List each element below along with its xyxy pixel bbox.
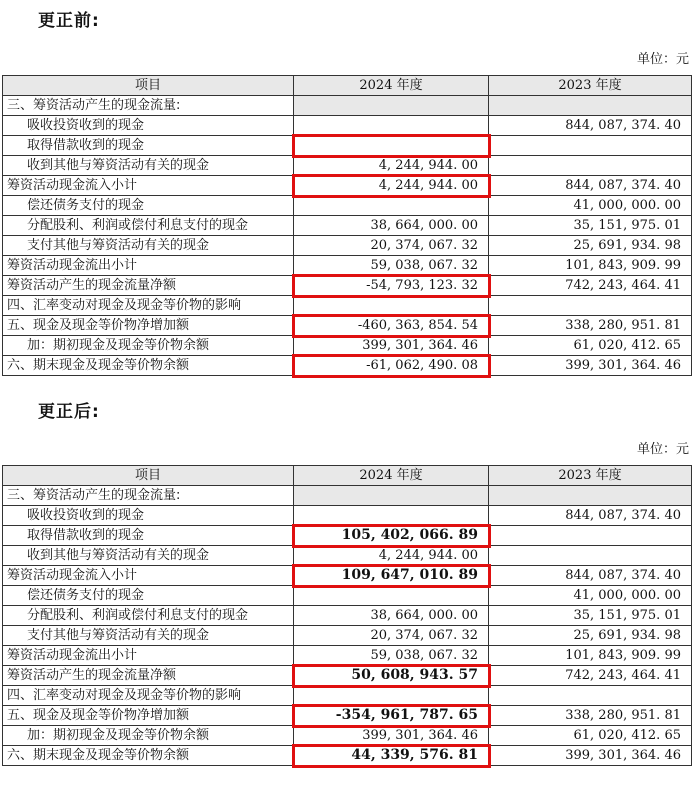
value-2024: 59, 038, 067. 32 bbox=[294, 646, 489, 666]
table-row bbox=[3, 296, 692, 316]
header-item: 项目 bbox=[3, 76, 294, 96]
table-row bbox=[3, 666, 692, 686]
row-label: 取得借款收到的现金 bbox=[3, 136, 294, 156]
row-label: 取得借款收到的现金 bbox=[3, 526, 294, 546]
table-row bbox=[3, 686, 692, 706]
table-row bbox=[3, 336, 692, 356]
table-row bbox=[3, 586, 692, 606]
value-2024: -354, 961, 787. 65 bbox=[294, 706, 489, 726]
table-row bbox=[3, 196, 692, 216]
row-label: 收到其他与筹资活动有关的现金 bbox=[3, 546, 294, 566]
row-label: 三、筹资活动产生的现金流量: bbox=[3, 96, 294, 116]
row-label: 加：期初现金及现金等价物余额 bbox=[3, 336, 294, 356]
table-row bbox=[3, 726, 692, 746]
table-row bbox=[3, 486, 692, 506]
value-2023: 742, 243, 464. 41 bbox=[489, 666, 692, 686]
value-2024: 4, 244, 944. 00 bbox=[294, 176, 489, 196]
value-2024 bbox=[294, 196, 489, 216]
row-label: 筹资活动现金流出小计 bbox=[3, 646, 294, 666]
table-row bbox=[3, 96, 692, 116]
row-label: 三、筹资活动产生的现金流量: bbox=[3, 486, 294, 506]
table-row bbox=[3, 236, 692, 256]
table-row bbox=[3, 626, 692, 646]
value-2024: 20, 374, 067. 32 bbox=[294, 626, 489, 646]
value-2024: 44, 339, 576. 81 bbox=[294, 746, 489, 766]
table-row bbox=[3, 646, 692, 666]
value-2023 bbox=[489, 486, 692, 506]
table-row bbox=[3, 276, 692, 296]
value-2024: 38, 664, 000. 00 bbox=[294, 216, 489, 236]
value-2023: 41, 000, 000. 00 bbox=[489, 586, 692, 606]
table-header-row bbox=[3, 76, 692, 96]
value-2024: 20, 374, 067. 32 bbox=[294, 236, 489, 256]
value-2023 bbox=[489, 296, 692, 316]
value-2023: 35, 151, 975. 01 bbox=[489, 216, 692, 236]
value-2024: -54, 793, 123. 32 bbox=[294, 276, 489, 296]
row-label: 四、汇率变动对现金及现金等价物的影响 bbox=[3, 686, 294, 706]
table-row bbox=[3, 746, 692, 766]
value-2024 bbox=[294, 296, 489, 316]
before-unit-label: 单位：元 bbox=[636, 52, 689, 67]
value-2023: 61, 020, 412. 65 bbox=[489, 726, 692, 746]
value-2023 bbox=[489, 156, 692, 176]
table-row bbox=[3, 356, 692, 376]
value-2023 bbox=[489, 96, 692, 116]
value-2023: 844, 087, 374. 40 bbox=[489, 116, 692, 136]
table-row bbox=[3, 526, 692, 546]
value-2024: 109, 647, 010. 89 bbox=[294, 566, 489, 586]
value-2023: 399, 301, 364. 46 bbox=[489, 356, 692, 376]
row-label: 六、期末现金及现金等价物余额 bbox=[3, 746, 294, 766]
value-2023 bbox=[489, 136, 692, 156]
table-header-row bbox=[3, 466, 692, 486]
table-row bbox=[3, 176, 692, 196]
value-2023: 338, 280, 951. 81 bbox=[489, 706, 692, 726]
row-label: 偿还债务支付的现金 bbox=[3, 196, 294, 216]
value-2024 bbox=[294, 686, 489, 706]
value-2023: 35, 151, 975. 01 bbox=[489, 606, 692, 626]
value-2024: 4, 244, 944. 00 bbox=[294, 156, 489, 176]
value-2023: 41, 000, 000. 00 bbox=[489, 196, 692, 216]
table-row bbox=[3, 606, 692, 626]
row-label: 吸收投资收到的现金 bbox=[3, 116, 294, 136]
table-row bbox=[3, 506, 692, 526]
row-label: 分配股利、利润或偿付利息支付的现金 bbox=[3, 606, 294, 626]
value-2023: 844, 087, 374. 40 bbox=[489, 566, 692, 586]
value-2023: 101, 843, 909. 99 bbox=[489, 256, 692, 276]
row-label: 筹资活动产生的现金流量净额 bbox=[3, 276, 294, 296]
value-2023: 61, 020, 412. 65 bbox=[489, 336, 692, 356]
value-2024 bbox=[294, 486, 489, 506]
table-row bbox=[3, 136, 692, 156]
value-2023: 844, 087, 374. 40 bbox=[489, 506, 692, 526]
header-2024: 2024 年度 bbox=[294, 76, 489, 96]
table-row bbox=[3, 316, 692, 336]
row-label: 筹资活动现金流入小计 bbox=[3, 176, 294, 196]
header-2023: 2023 年度 bbox=[489, 466, 692, 486]
value-2024 bbox=[294, 116, 489, 136]
value-2023: 338, 280, 951. 81 bbox=[489, 316, 692, 336]
row-label: 五、现金及现金等价物净增加额 bbox=[3, 316, 294, 336]
row-label: 六、期末现金及现金等价物余额 bbox=[3, 356, 294, 376]
value-2024: 50, 608, 943. 57 bbox=[294, 666, 489, 686]
value-2024: 399, 301, 364. 46 bbox=[294, 336, 489, 356]
value-2024: 4, 244, 944. 00 bbox=[294, 546, 489, 566]
header-2023: 2023 年度 bbox=[489, 76, 692, 96]
value-2024: 105, 402, 066. 89 bbox=[294, 526, 489, 546]
table-row bbox=[3, 566, 692, 586]
value-2024: -460, 363, 854. 54 bbox=[294, 316, 489, 336]
row-label: 支付其他与筹资活动有关的现金 bbox=[3, 626, 294, 646]
value-2023: 742, 243, 464. 41 bbox=[489, 276, 692, 296]
row-label: 四、汇率变动对现金及现金等价物的影响 bbox=[3, 296, 294, 316]
value-2024 bbox=[294, 586, 489, 606]
value-2024: 38, 664, 000. 00 bbox=[294, 606, 489, 626]
row-label: 筹资活动现金流入小计 bbox=[3, 566, 294, 586]
value-2023: 101, 843, 909. 99 bbox=[489, 646, 692, 666]
after-heading: 更正后: bbox=[38, 402, 100, 422]
value-2024: 399, 301, 364. 46 bbox=[294, 726, 489, 746]
table-row bbox=[3, 116, 692, 136]
table-row bbox=[3, 216, 692, 236]
row-label: 分配股利、利润或偿付利息支付的现金 bbox=[3, 216, 294, 236]
table-row bbox=[3, 546, 692, 566]
row-label: 加：期初现金及现金等价物余额 bbox=[3, 726, 294, 746]
row-label: 五、现金及现金等价物净增加额 bbox=[3, 706, 294, 726]
table-row bbox=[3, 156, 692, 176]
value-2024 bbox=[294, 136, 489, 156]
row-label: 吸收投资收到的现金 bbox=[3, 506, 294, 526]
before-heading: 更正前: bbox=[38, 11, 100, 31]
table-row bbox=[3, 706, 692, 726]
value-2024: 59, 038, 067. 32 bbox=[294, 256, 489, 276]
after-table bbox=[2, 465, 692, 766]
after-unit-label: 单位：元 bbox=[636, 442, 689, 457]
row-label: 支付其他与筹资活动有关的现金 bbox=[3, 236, 294, 256]
value-2023: 25, 691, 934. 98 bbox=[489, 236, 692, 256]
row-label: 偿还债务支付的现金 bbox=[3, 586, 294, 606]
value-2023: 399, 301, 364. 46 bbox=[489, 746, 692, 766]
before-table bbox=[2, 75, 692, 376]
table-row bbox=[3, 256, 692, 276]
value-2024 bbox=[294, 506, 489, 526]
value-2023 bbox=[489, 546, 692, 566]
value-2023 bbox=[489, 686, 692, 706]
row-label: 收到其他与筹资活动有关的现金 bbox=[3, 156, 294, 176]
value-2023: 25, 691, 934. 98 bbox=[489, 626, 692, 646]
value-2023: 844, 087, 374. 40 bbox=[489, 176, 692, 196]
value-2023 bbox=[489, 526, 692, 546]
value-2024 bbox=[294, 96, 489, 116]
row-label: 筹资活动产生的现金流量净额 bbox=[3, 666, 294, 686]
header-2024: 2024 年度 bbox=[294, 466, 489, 486]
value-2024: -61, 062, 490. 08 bbox=[294, 356, 489, 376]
row-label: 筹资活动现金流出小计 bbox=[3, 256, 294, 276]
header-item: 项目 bbox=[3, 466, 294, 486]
